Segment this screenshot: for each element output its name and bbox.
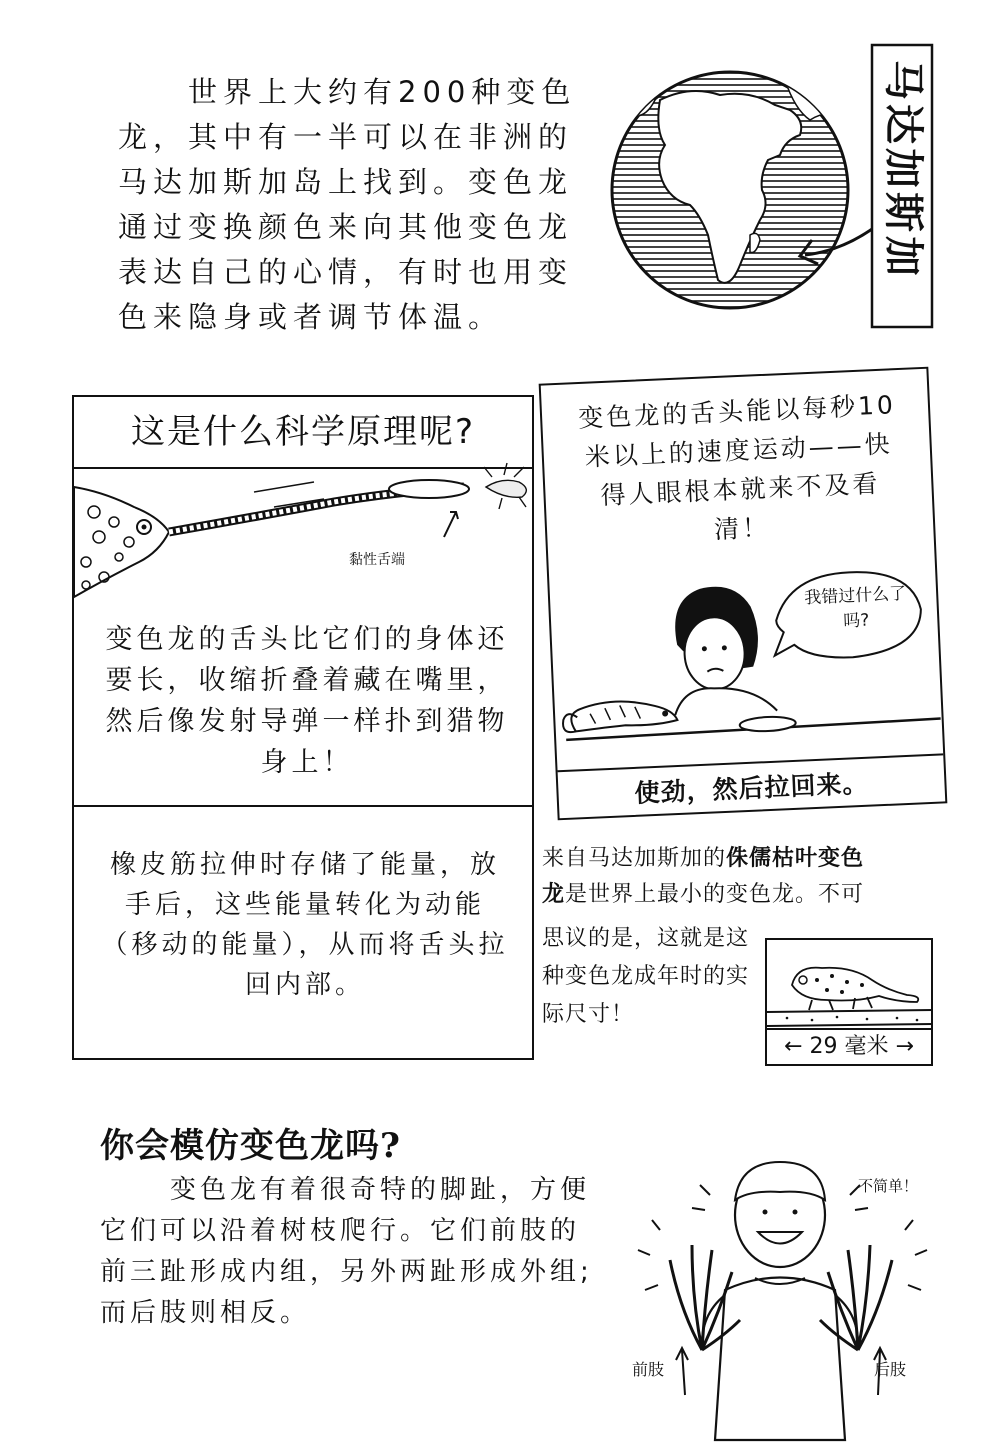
mimic-body: 变色龙有着很奇特的脚趾，方便它们可以沿着树枝爬行。它们前肢的前三趾形成内组，另外两趾形成外组;而后肢则相反。	[100, 1175, 593, 1328]
smallest-name-1: 侏儒枯叶变色	[726, 846, 865, 871]
elastic-text: 橡皮筋拉伸时存储了能量，放手后，这些能量转化为动能（移动的能量），从而将舌头拉回内部。	[101, 850, 509, 1000]
size-left-arrow: ←	[784, 1034, 803, 1059]
science-panel	[72, 395, 534, 807]
exclaim-label: 不简单！	[858, 1177, 919, 1195]
tongue-text: 变色龙的舌头比它们的身体还要长，收缩折叠着藏在嘴里，然后像发射导弹一样扑到猎物身上！	[105, 624, 509, 778]
caption-bar: 使劲，然后拉回来。	[558, 753, 946, 818]
size-right-arrow: →	[895, 1034, 914, 1059]
smallest-rest: 思议的是，这就是这种变色龙成年时的实际尺寸！	[542, 926, 750, 1027]
tiny-chameleon-box	[765, 938, 933, 1066]
globe-label: 马达加斯加	[880, 60, 926, 280]
mimic-heading: 你会模仿变色龙吗?	[100, 1126, 401, 1166]
tiny-chameleon-illustration	[767, 940, 933, 1030]
smallest-line1	[542, 842, 942, 876]
back-limb-label: 后肢	[874, 1360, 907, 1379]
chameleon-tongue-illustration	[74, 467, 534, 607]
panel-title: 这是什么科学原理呢?	[74, 397, 532, 469]
speed-panel	[539, 367, 948, 821]
smallest-name-2: 龙	[542, 882, 566, 907]
smallest-line2-text: 是世界上最小的变色龙。不可	[565, 882, 865, 907]
smallest-line2	[542, 878, 942, 912]
size-label	[767, 1028, 931, 1064]
front-limb-label: 前肢	[632, 1360, 665, 1379]
smallest-prefix: 来自马达加斯加的	[542, 846, 727, 871]
size-value: 29 毫米	[809, 1034, 889, 1059]
tongue-label: 黏性舌端	[349, 552, 405, 568]
speed-text: 变色龙的舌头能以每秒10米以上的速度运动——快得人眼根本就来不及看清！	[577, 390, 897, 545]
intro-paragraph: 世界上大约有200种变色龙，其中有一半可以在非洲的马达加斯加岛上找到。变色龙通过变换颜色来向其他变色龙表达自己的心情，有时也用变色来隐身或者调节体温。	[118, 75, 577, 334]
speech-bubble: 我错过什么了吗?	[803, 583, 907, 632]
elastic-panel	[72, 805, 534, 1060]
